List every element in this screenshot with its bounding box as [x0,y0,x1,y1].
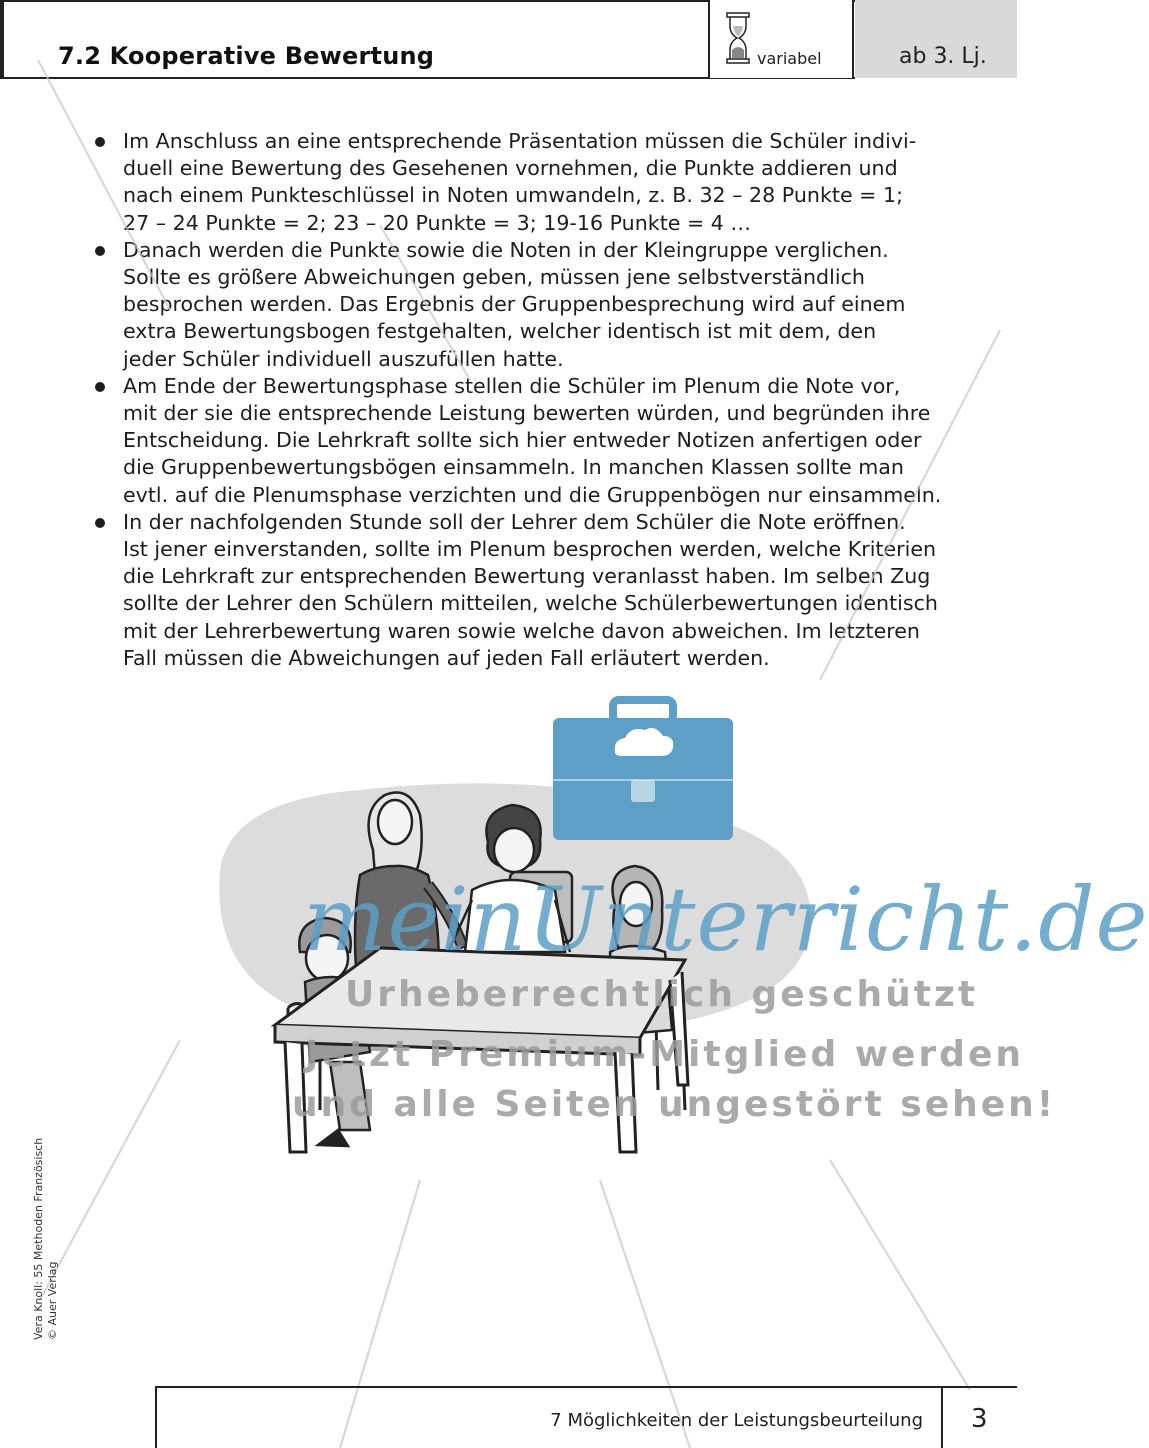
page-header [0,0,1017,80]
footer-chapter-box [155,1386,943,1448]
text-line: die Lehrkraft zur entsprechenden Bewertung veranlasst haben. Im selben Zug [123,564,931,589]
page-number: 3 [971,1404,988,1434]
bullet-list [92,128,972,672]
text-line: Im Anschluss an eine entsprechende Präsentation müssen die Schüler indivi- [123,129,917,153]
time-box [708,0,854,78]
text-line: nach einem Punkteschlüssel in Noten umwandeln, z. B. 32 – 28 Punkte = 1; [123,183,904,208]
text-line: In der nachfolgenden Stunde soll der Lehrer dem Schüler die Note eröffnen. [123,509,906,534]
text-line: sollte der Lehrer den Schülern mitteilen, welche Schülerbewertungen identisch [123,591,938,616]
list-item [92,509,972,672]
watermark-line-1: Urheberrechtlich geschützt [345,974,979,1015]
grade-label: ab 3. Lj. [899,44,987,69]
list-item [92,373,972,509]
publisher-credit [32,1138,60,1340]
time-label: variabel [757,49,822,68]
credit-line-2: © Auer Verlag [46,1261,59,1340]
bullet-icon [95,518,105,528]
watermark-line-3: und alle Seiten ungestört sehen! [292,1084,1057,1125]
text-line: evtl. auf die Plenumsphase verzichten und die Gruppenbögen nur einsammeln. [123,482,942,507]
text-line: mit der Lehrerbewertung waren sowie welche davon abweichen. Im letzteren [123,618,920,643]
page-footer [155,1386,1017,1448]
text-line: Ist jener einverstanden, sollte im Plenum besprochen werden, welche Kriterien [123,537,937,562]
text-line: extra Bewertungsbogen festgehalten, welcher identisch ist mit dem, den [123,319,877,344]
text-line: jeder Schüler individuell auszufüllen hatte. [123,346,564,371]
list-item [92,128,972,237]
text-line: Am Ende der Bewertungsphase stellen die Schüler im Plenum die Note vor, [123,373,901,398]
list-item [92,237,972,373]
grade-box [855,0,1017,78]
briefcase-logo [553,700,733,840]
watermark-line-2: Jetzt Premium-Mitglied werden [305,1034,1024,1075]
bullet-icon [95,382,105,392]
text-line: Entscheidung. Die Lehrkraft sollte sich hier entweder Notizen anfertigen oder [123,428,922,453]
hourglass-icon [726,12,750,64]
bullet-icon [95,246,105,256]
text-line: Danach werden die Punkte sowie die Noten in der Kleingruppe verglichen. [123,237,889,262]
text-line: Fall müssen die Abweichungen auf jeden Fall erläutert werden. [123,645,770,670]
text-line: 27 – 24 Punkte = 2; 23 – 20 Punkte = 3; 19-16 Punkte = 4 … [123,210,752,235]
text-line: die Gruppenbewertungsbögen einsammeln. In manchen Klassen sollte man [123,455,904,480]
text-line: Sollte es größere Abweichungen geben, müssen jene selbstverständlich [123,265,865,290]
section-title: 7.2 Kooperative Bewertung [58,42,435,70]
main-content [92,128,972,672]
footer-page-box [943,1386,1017,1448]
header-left-bar [0,0,4,78]
bullet-icon [95,137,105,147]
watermark-brand: meinUnterricht.de [303,868,1149,971]
credit-line-1: Vera Knoll: 55 Methoden Französisch [32,1137,45,1340]
text-line: besprochen werden. Das Ergebnis der Gruppenbesprechung wird auf einem [123,292,906,317]
footer-chapter: 7 Möglichkeiten der Leistungsbeurteilung [550,1410,923,1431]
text-line: mit der sie die entsprechende Leistung bewerten würden, und begründen ihre [123,401,931,426]
text-line: duell eine Bewertung des Gesehenen vornehmen, die Punkte addieren und [123,156,898,181]
